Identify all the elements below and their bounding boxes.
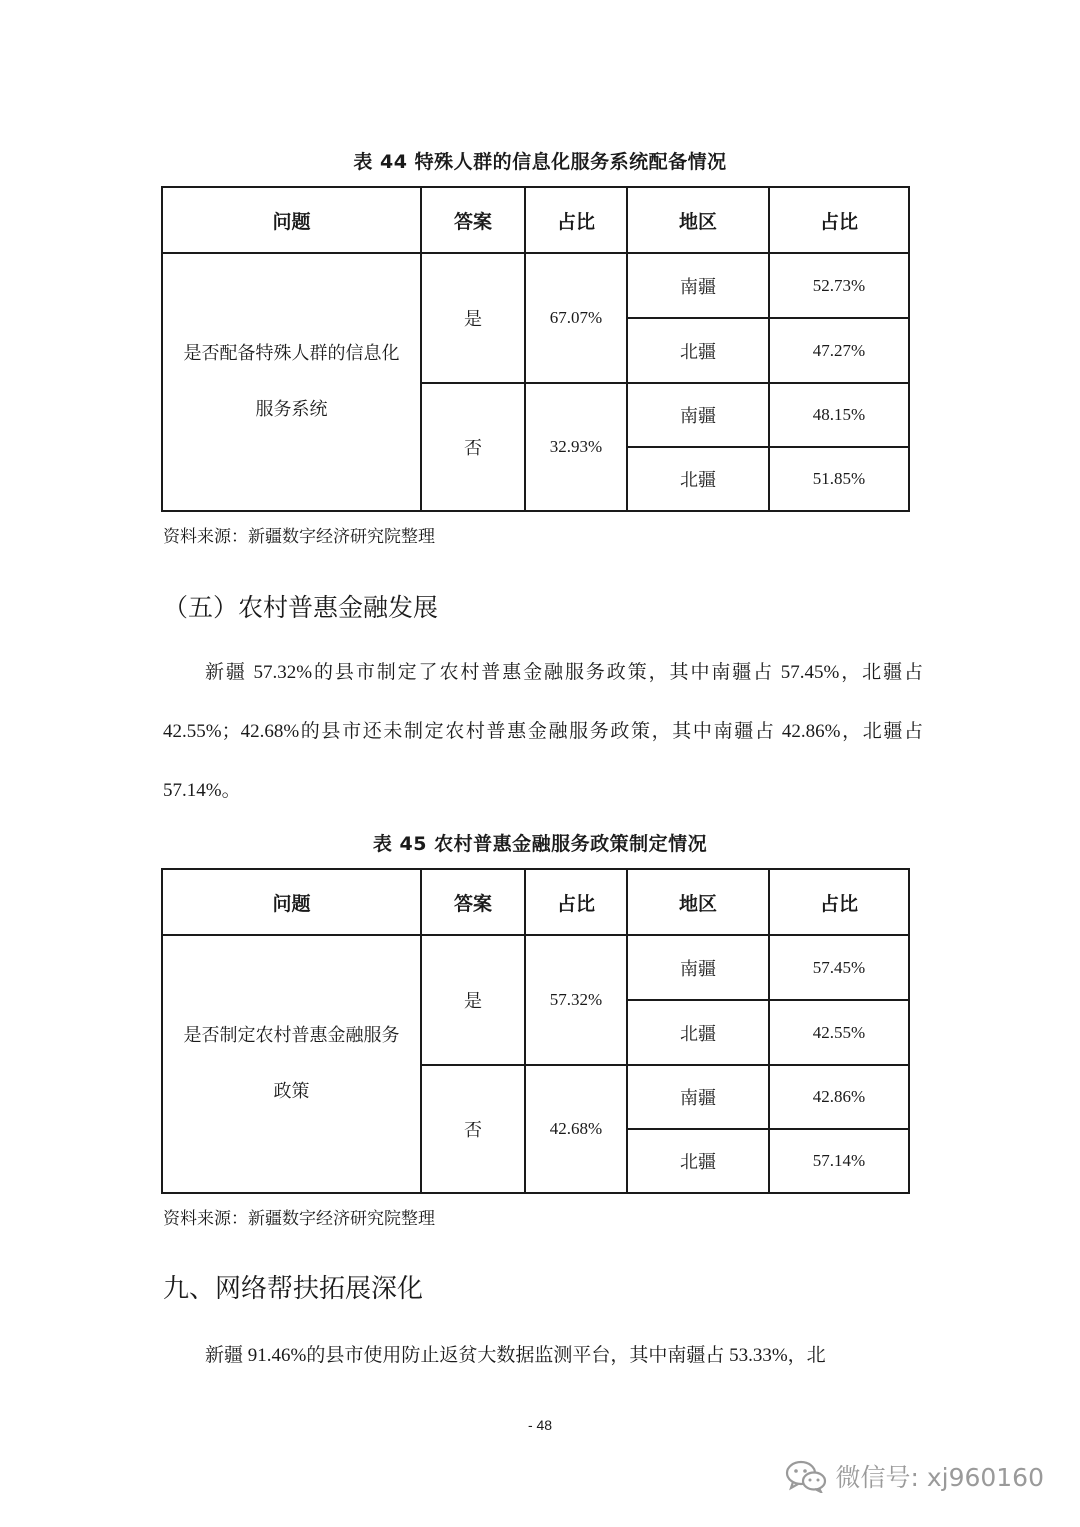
- share-yes: 67.07%: [549, 308, 603, 327]
- question-line-1: 是否制定农村普惠金融服务: [183, 1025, 400, 1046]
- region-north: 北疆: [680, 1152, 716, 1173]
- region-share: 42.86%: [812, 1087, 866, 1106]
- table-44: [161, 186, 910, 512]
- header-region-share: 占比: [819, 210, 858, 233]
- share-yes: 57.32%: [549, 990, 603, 1009]
- table-45-caption: 表 45 农村普惠金融服务政策制定情况: [372, 833, 708, 855]
- answer-yes: 是: [464, 991, 482, 1012]
- share-no: 42.68%: [549, 1119, 603, 1138]
- question-line-1: 是否配备特殊人群的信息化: [183, 343, 400, 364]
- region-north: 北疆: [680, 470, 716, 491]
- region-south: 南疆: [680, 1088, 716, 1109]
- region-share: 42.55%: [812, 1022, 866, 1042]
- share-no: 32.93%: [549, 437, 603, 456]
- region-share: 51.85%: [812, 469, 866, 488]
- table-45-source: 资料来源：新疆数字经济研究院整理: [163, 1209, 435, 1229]
- answer-no: 否: [464, 1120, 482, 1141]
- page-number: - 48: [527, 1417, 553, 1433]
- wechat-icon: [785, 1459, 827, 1493]
- region-north: 北疆: [680, 1023, 716, 1045]
- header-region-share: 占比: [819, 892, 858, 915]
- table-44-source: 资料来源：新疆数字经济研究院整理: [163, 527, 435, 547]
- header-share: 占比: [556, 210, 595, 233]
- wechat-watermark: [785, 1458, 1044, 1494]
- section-9-heading: 九、网络帮扶拓展深化: [163, 1274, 424, 1304]
- region-share: 57.45%: [812, 957, 866, 977]
- table-45: [161, 868, 910, 1194]
- header-question: 问题: [272, 892, 311, 915]
- region-north: 北疆: [680, 341, 716, 363]
- region-share: 48.15%: [812, 405, 866, 424]
- region-south: 南疆: [680, 406, 716, 427]
- header-region: 地区: [678, 210, 717, 233]
- header-answer: 答案: [453, 210, 492, 233]
- question-line-2: 政策: [273, 1081, 310, 1102]
- region-share: 47.27%: [812, 340, 866, 360]
- question-cell: [163, 936, 420, 1192]
- header-region: 地区: [678, 892, 717, 915]
- answer-yes: 是: [464, 309, 482, 330]
- table-44-caption: 表 44 特殊人群的信息化服务系统配备情况: [353, 151, 727, 173]
- watermark-text: 微信号: xj960160: [835, 1463, 1044, 1492]
- section-5-heading: （五）农村普惠金融发展: [163, 593, 439, 622]
- header-share: 占比: [556, 892, 595, 915]
- region-share: 52.73%: [812, 275, 866, 295]
- header-answer: 答案: [453, 892, 492, 915]
- header-question: 问题: [272, 210, 311, 233]
- region-south: 南疆: [680, 958, 716, 980]
- question-line-2: 服务系统: [255, 399, 328, 420]
- region-south: 南疆: [680, 276, 716, 298]
- section-9-paragraph: 新疆 91.46%的县市使用防止返贫大数据监测平台，其中南疆占 53.33%，北: [205, 1345, 826, 1366]
- answer-no: 否: [464, 438, 482, 459]
- section-5-paragraph: 新疆 57.32%的县市制定了农村普惠金融服务政策，其中南疆占 57.45%，北疆占 42.55%；42.68%的县市还未制定农村普惠金融服务政策，其中南疆占 42.86%，北疆占 57.14%。: [163, 662, 923, 801]
- question-cell: [163, 254, 420, 510]
- region-share: 57.14%: [812, 1151, 866, 1170]
